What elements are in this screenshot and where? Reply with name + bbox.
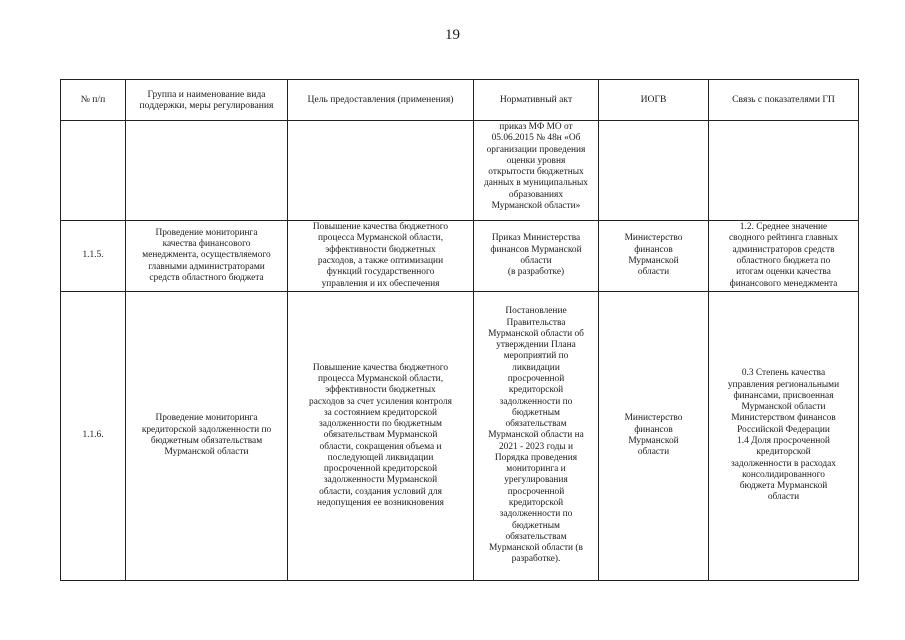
cell-iogv [599,121,709,221]
cell-iogv: Министерство финансов Мурманской области [599,221,709,292]
cell-act: приказ МФ МО от 05.06.2015 № 48н «Об организации проведения оценки уровня открытости бюджетных данных в муниципальных образованиях Мурманской области» [474,121,599,221]
cell-iogv: Министерство финансов Мурманской области [599,292,709,581]
table-row [61,121,859,221]
cell-goal: Повышение качества бюджетного процесса Мурманской области, эффективности бюджетных расходов, а также оптимизации функций государственного управления и их обеспечения [288,221,474,292]
cell-act: Постановление Правительства Мурманской области об утверждении Плана мероприятий по ликвидации просроченной кредиторской задолженности по бюджетным обязательствам Мурманской области на 2021 - 2023 годы и Порядка проведения мониторинга и урегулирования просроченной кредиторской задолженности по бюджетным обязательствам Мурманской области (в разработке). [474,292,599,581]
header-iogv: ИОГВ [599,80,709,121]
page-number: 19 [445,27,460,43]
header-link: Связь с показателями ГП [709,80,859,121]
cell-group: Проведение мониторинга качества финансового менеджмента, осуществляемого главными администраторами средств областного бюджета [126,221,288,292]
table-header-row [61,80,859,121]
table-row [61,292,859,581]
header-act: Нормативный акт [474,80,599,121]
cell-group [126,121,288,221]
cell-group: Проведение мониторинга кредиторской задолженности по бюджетным обязательствам Мурманской области [126,292,288,581]
cell-num [61,121,126,221]
support-measures-table [60,79,859,581]
cell-link: 0.3 Степень качества управления региональными финансами, присвоенная Мурманской области Министерством финансов Российской Федерации 1.4 Доля просроченной кредиторской задолженности в расходах консолидированного бюджета Мурманской области [709,292,859,581]
cell-link [709,121,859,221]
cell-act: Приказ Министерства финансов Мурманской области (в разработке) [474,221,599,292]
cell-goal [288,121,474,221]
table-row [61,221,859,292]
header-num: № п/п [61,80,126,121]
cell-num: 1.1.5. [61,221,126,292]
header-group: Группа и наименование вида поддержки, меры регулирования [126,80,288,121]
cell-goal: Повышение качества бюджетного процесса Мурманской области, эффективности бюджетных расходов за счет усиления контроля за состоянием кредиторской задолженности по бюджетным обязательствам Мурманской области, сокращения объема и последующей ликвидации просроченной кредиторской задолженности Мурманской области, создания условий для недопущения ее возникновения [288,292,474,581]
header-goal: Цель предоставления (применения) [288,80,474,121]
cell-link: 1.2. Среднее значение сводного рейтинга главных администраторов средств областного бюджета по итогам оценки качества финансового менеджмента [709,221,859,292]
cell-num: 1.1.6. [61,292,126,581]
